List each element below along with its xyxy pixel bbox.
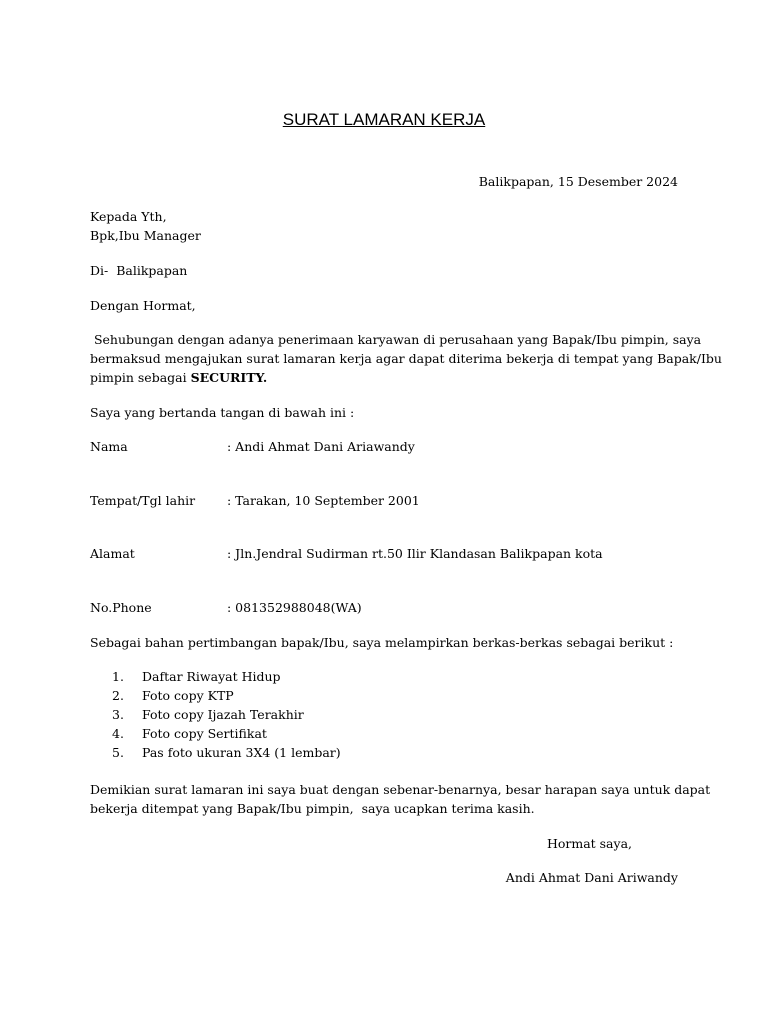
signed-intro: Saya yang bertanda tangan di bawah ini : <box>90 405 355 420</box>
field-label-name: Nama <box>90 439 128 454</box>
attachments-intro: Sebagai bahan pertimbangan bapak/Ibu, saya melampirkan berkas-berkas sebagai berikut : <box>90 635 674 650</box>
list-item-text: Foto copy Sertifikat <box>142 726 267 741</box>
list-item <box>90 667 341 686</box>
list-item-text: Foto copy KTP <box>142 688 234 703</box>
field-value-birth: : Tarakan, 10 September 2001 <box>227 493 420 508</box>
intro-paragraph-line-3 <box>90 368 267 387</box>
list-item <box>90 724 341 743</box>
list-item-number: 4. <box>112 726 124 741</box>
applied-position: SECURITY. <box>190 370 268 385</box>
greeting: Dengan Hormat, <box>90 298 196 313</box>
list-item-number: 3. <box>112 707 124 722</box>
place-date: Balikpapan, 15 Desember 2024 <box>478 174 678 189</box>
field-label-phone: No.Phone <box>90 600 152 615</box>
field-label-address: Alamat <box>90 546 135 561</box>
intro-paragraph-line-2: bermaksud mengajukan surat lamaran kerja agar dapat diterima bekerja di tempat yang Bapak/Ibu <box>90 351 722 366</box>
list-item-number: 5. <box>112 745 124 760</box>
recipient-line-1: Kepada Yth, <box>90 209 167 224</box>
signer-name: Andi Ahmat Dani Ariwandy <box>505 870 678 885</box>
field-value-name: : Andi Ahmat Dani Ariawandy <box>227 439 415 454</box>
closing-paragraph-line-2: bekerja ditempat yang Bapak/Ibu pimpin, saya ucapkan terima kasih. <box>90 801 535 816</box>
recipient-line-2: Bpk,Ibu Manager <box>90 228 201 243</box>
list-item-text: Daftar Riwayat Hidup <box>142 669 281 684</box>
attachments-list <box>90 667 341 762</box>
list-item <box>90 705 341 724</box>
list-item-number: 1. <box>112 669 124 684</box>
recipient-location: Di- Balikpapan <box>90 263 188 278</box>
list-item-text: Foto copy Ijazah Terakhir <box>142 707 304 722</box>
field-label-birth: Tempat/Tgl lahir <box>90 493 196 508</box>
list-item <box>90 686 341 705</box>
intro-line-3-text: pimpin sebagai <box>90 370 191 385</box>
field-value-address: : Jln.Jendral Sudirman rt.50 Ilir Klandasan Balikpapan kota <box>227 546 603 561</box>
field-value-phone: : 081352988048(WA) <box>227 600 362 615</box>
signoff: Hormat saya, <box>546 836 632 851</box>
letter-title: SURAT LAMARAN KERJA <box>282 110 486 129</box>
closing-paragraph-line-1: Demikian surat lamaran ini saya buat dengan sebenar-benarnya, besar harapan saya untuk dapat <box>90 782 711 797</box>
list-item-text: Pas foto ukuran 3X4 (1 lembar) <box>142 745 341 760</box>
list-item <box>90 743 341 762</box>
intro-paragraph-line-1: Sehubungan dengan adanya penerimaan karyawan di perusahaan yang Bapak/Ibu pimpin, saya <box>90 332 702 347</box>
list-item-number: 2. <box>112 688 124 703</box>
